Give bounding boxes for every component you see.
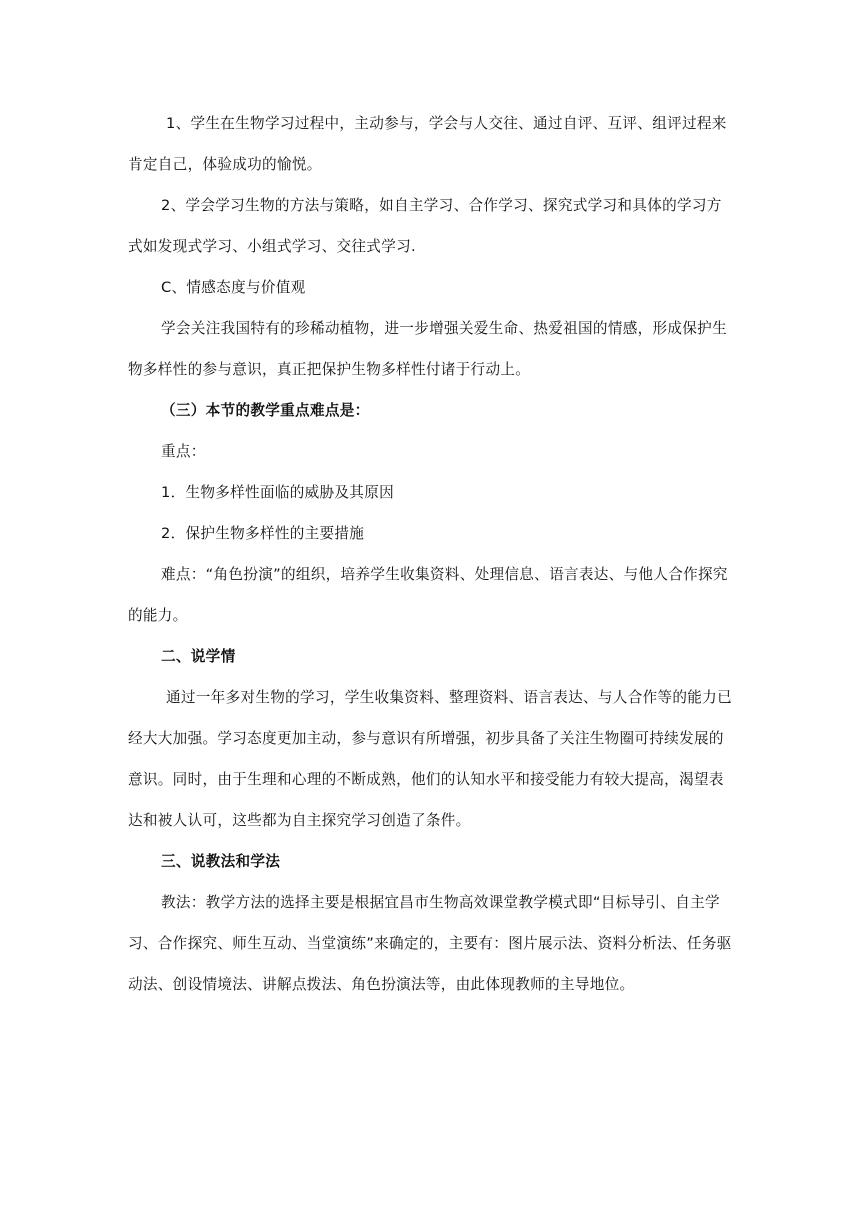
paragraph-difficult-point: 难点：“角色扮演”的组织，培养学生收集资料、处理信息、语言表达、与他人合作探究的能力。 bbox=[128, 566, 728, 624]
key-point-1: 1．生物多样性面临的威胁及其原因 bbox=[161, 484, 394, 501]
heading-student-analysis: 二、说学情 bbox=[161, 648, 236, 665]
heading-teaching-methods: 三、说教法和学法 bbox=[161, 853, 281, 870]
label-key-points: 重点： bbox=[161, 443, 206, 460]
section-heading-emotion-values: C、情感态度与价值观 bbox=[161, 279, 306, 296]
key-point-2: 2．保护生物多样性的主要措施 bbox=[161, 525, 365, 542]
paragraph-student-participation: 1、学生在生物学习过程中，主动参与，学会与人交往、通过自评、互评、组评过程来肯定自己，体验成功的愉悦。 bbox=[128, 115, 727, 173]
document-body bbox=[128, 103, 732, 1005]
paragraph-emotion-values: 学会关注我国特有的珍稀动植物，进一步增强关爱生命、热爱祖国的情感，形成保护生物多样性的参与意识，真正把保护生物多样性付诸于行动上。 bbox=[128, 320, 727, 378]
paragraph-student-analysis: 通过一年多对生物的学习，学生收集资料、整理资料、语言表达、与人合作等的能力已经大大加强。学习态度更加主动，参与意识有所增强，初步具备了关注生物圈可持续发展的意识。同时，由于生理和心理的不断成熟，他们的认知水平和接受能力有较大提高，渴望表达和被人认可，这些都为自主探究学习创造了条件。 bbox=[128, 689, 732, 829]
heading-key-difficult-points: （三）本节的教学重点难点是： bbox=[161, 402, 370, 419]
paragraph-learning-methods: 2、学会学习生物的方法与策略，如自主学习、合作学习、探究式学习和具体的学习方式如发现式学习、小组式学习、交往式学习. bbox=[128, 197, 722, 255]
paragraph-teaching-methods: 教法：教学方法的选择主要是根据宜昌市生物高效课堂教学模式即“目标导引、自主学习、合作探究、师生互动、当堂演练”来确定的，主要有：图片展示法、资料分析法、任务驱动法、创设情境法、讲解点拨法、角色扮演法等，由此体现教师的主导地位。 bbox=[128, 894, 732, 993]
